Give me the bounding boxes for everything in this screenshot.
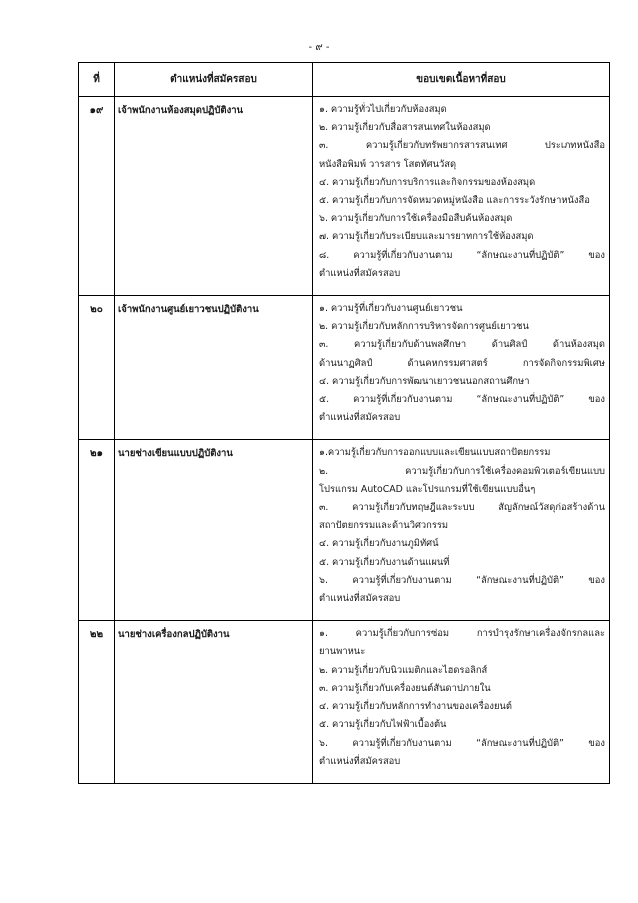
position-title: นายช่างเครื่องกลปฏิบัติงาน bbox=[115, 621, 313, 784]
position-title: เจ้าพนักงานศูนย์เยาวชนปฏิบัติงาน bbox=[115, 296, 313, 440]
table-row bbox=[79, 440, 610, 621]
position-title: นายช่างเขียนแบบปฏิบัติงาน bbox=[115, 440, 313, 621]
header-scope: ขอบเขตเนื้อหาที่สอบ bbox=[313, 63, 610, 97]
table-header-row bbox=[79, 63, 610, 97]
scope-line: ๒. ความรู้เกี่ยวกับสื่อสารสนเทศในห้องสมุด bbox=[319, 122, 491, 134]
scope-line: ๓. ความรู้เกี่ยวกับด้านพลศึกษา ด้านศิลป์ ด้านห้องสมุด bbox=[319, 339, 605, 351]
scope-line: ๔. ความรู้เกี่ยวกับงานภูมิทัศน์ bbox=[319, 538, 439, 550]
page-number: - ๙ - bbox=[308, 42, 330, 53]
table-row bbox=[79, 97, 610, 296]
scope-line: หนังสือพิมพ์ วารสาร โสตทัศนวัสดุ bbox=[319, 158, 457, 170]
scope-line: ๑. ความรู้ที่เกี่ยวกับงานศูนย์เยาวชน bbox=[319, 303, 463, 315]
scope-line: ตำแหน่งที่สมัครสอบ bbox=[319, 755, 401, 767]
scope-line: สถาปัตยกรรมและด้านวิศวกรรม bbox=[319, 520, 449, 532]
scope-line: ๗. ความรู้เกี่ยวกับระเบียบและมารยาทการใช้ห้องสมุด bbox=[319, 231, 534, 243]
exam-scope-cell bbox=[313, 621, 610, 784]
scope-line: ๕. ความรู้เกี่ยวกับงานด้านแผนที่ bbox=[319, 556, 450, 568]
scope-line: ตำแหน่งที่สมัครสอบ bbox=[319, 412, 401, 424]
row-number: ๒๑ bbox=[79, 440, 115, 621]
scope-line: ตำแหน่งที่สมัครสอบ bbox=[319, 267, 401, 279]
scope-line: ยานพาหนะ bbox=[319, 646, 366, 658]
table-row bbox=[79, 621, 610, 784]
row-number: ๒๐ bbox=[79, 296, 115, 440]
scope-line: ๕. ความรู้เกี่ยวกับการจัดหมวดหมู่หนังสือ และการระวังรักษาหนังสือ bbox=[319, 195, 590, 207]
scope-line: โปรแกรม AutoCAD และโปรแกรมที่ใช้เขียนแบบอื่นๆ bbox=[319, 483, 536, 495]
scope-line: ๖. ความรู้ที่เกี่ยวกับงานตาม “ลักษณะงานที่ปฏิบัติ” ของ bbox=[319, 574, 605, 586]
scope-line: ๔. ความรู้เกี่ยวกับการพัฒนาเยาวชนนอกสถานศึกษา bbox=[319, 375, 530, 387]
scope-line: ตำแหน่งที่สมัครสอบ bbox=[319, 593, 401, 605]
scope-line: ๓. ความรู้เกี่ยวกับเครื่องยนต์สันดาปภายใน bbox=[319, 682, 491, 694]
scope-line: ๔. ความรู้เกี่ยวกับการบริการและกิจกรรมของห้องสมุด bbox=[319, 176, 536, 188]
scope-line: ๒. ความรู้เกี่ยวกับหลักการบริหารจัดการศูนย์เยาวชน bbox=[319, 321, 529, 333]
header-position: ตำแหน่งที่สมัครสอบ bbox=[115, 63, 313, 97]
exam-scope-table bbox=[78, 62, 610, 784]
scope-line: ๒. ความรู้เกี่ยวกับการใช้เครื่องคอมพิวเตอร์เขียนแบบ bbox=[319, 465, 605, 477]
exam-scope-cell bbox=[313, 440, 610, 621]
scope-line: ๑. ความรู้เกี่ยวกับการซ่อม การบำรุงรักษาเครื่องจักรกลและ bbox=[319, 628, 605, 640]
scope-line: ๓. ความรู้เกี่ยวกับทฤษฎีและระบบ สัญลักษณ์วัสดุก่อสร้างด้าน bbox=[319, 502, 605, 514]
scope-line: ๔. ความรู้เกี่ยวกับหลักการทำงานของเครื่องยนต์ bbox=[319, 701, 512, 713]
scope-line: ๕. ความรู้เกี่ยวกับไฟฟ้าเบื้องต้น bbox=[319, 719, 447, 731]
scope-line: ๑.ความรู้เกี่ยวกับการออกแบบและเขียนแบบสถาปัตยกรรม bbox=[319, 447, 551, 459]
scope-line: ด้านนาฏศิลป์ ด้านคหกรรมศาสตร์ การจัดกิจกรรมพิเศษ bbox=[319, 357, 605, 369]
scope-line: ๖. ความรู้เกี่ยวกับการใช้เครื่องมือสืบค้นห้องสมุด bbox=[319, 213, 513, 225]
header-no: ที่ bbox=[79, 63, 115, 97]
scope-line: ๑. ความรู้ทั่วไปเกี่ยวกับห้องสมุด bbox=[319, 104, 447, 115]
exam-scope-cell bbox=[313, 296, 610, 440]
row-number: ๒๒ bbox=[79, 621, 115, 784]
row-number: ๑๙ bbox=[79, 97, 115, 296]
scope-line: ๓. ความรู้เกี่ยวกับทรัพยากรสารสนเทศ ประเภทหนังสือ bbox=[319, 140, 605, 152]
scope-line: ๒. ความรู้เกี่ยวกับนิวแมติกและไฮดรอลิกส์ bbox=[319, 664, 488, 676]
scope-line: ๖. ความรู้ที่เกี่ยวกับงานตาม “ลักษณะงานที่ปฏิบัติ” ของ bbox=[319, 737, 605, 749]
position-title: เจ้าพนักงานห้องสมุดปฏิบัติงาน bbox=[115, 97, 313, 296]
scope-line: ๘. ความรู้ที่เกี่ยวกับงานตาม “ลักษณะงานที่ปฏิบัติ” ของ bbox=[319, 249, 605, 261]
scope-line: ๕. ความรู้ที่เกี่ยวกับงานตาม “ลักษณะงานที่ปฏิบัติ” ของ bbox=[319, 394, 605, 406]
table-row bbox=[79, 296, 610, 440]
exam-scope-cell bbox=[313, 97, 610, 296]
